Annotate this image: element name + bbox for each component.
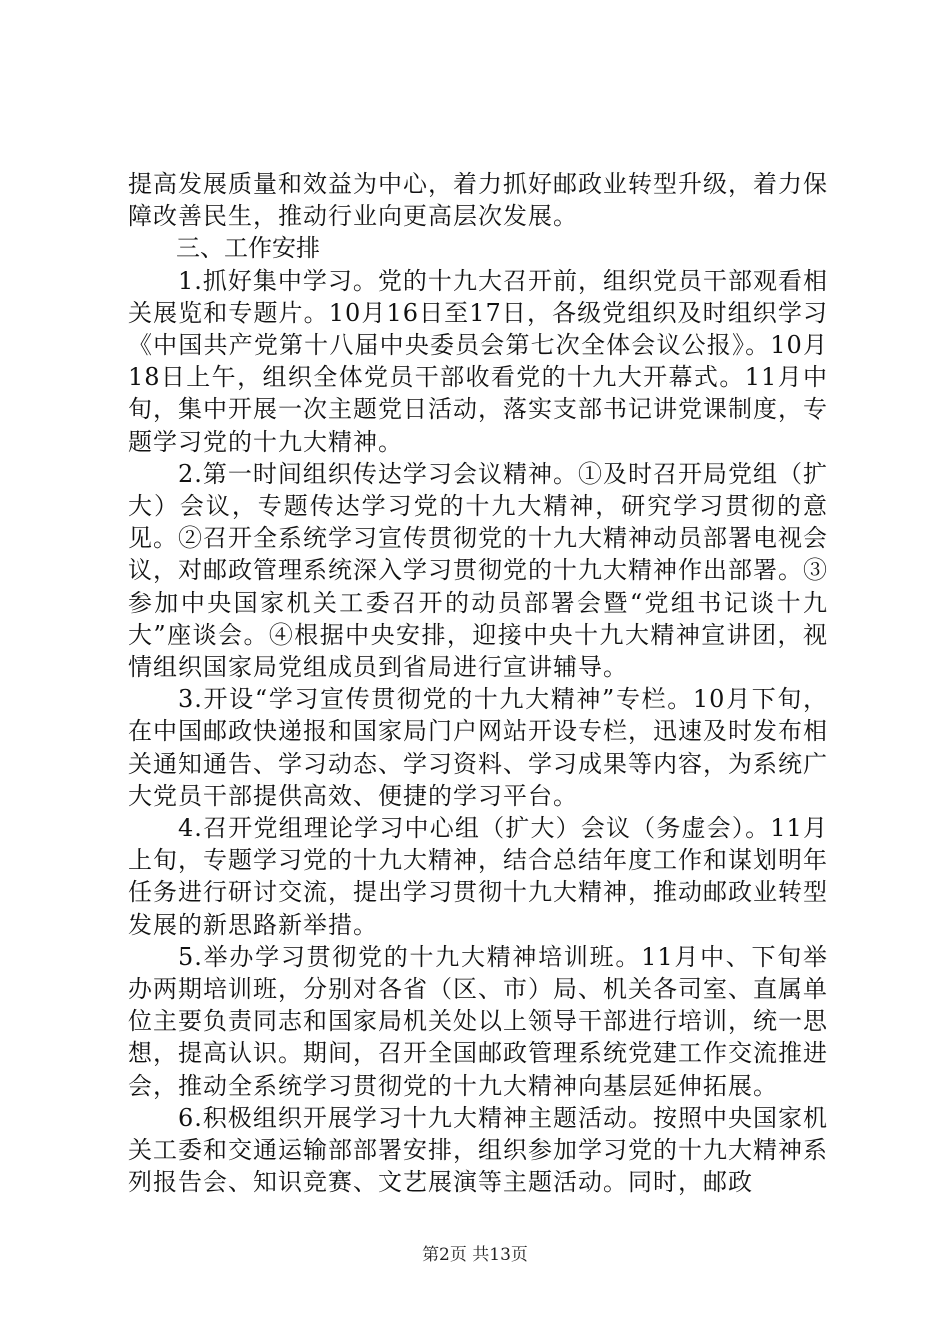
paragraph-item-2: 2.第一时间组织传达学习会议精神。①及时召开局党组（扩大）会议，专题传达学习党的十九大精神，研究学习贯彻的意见。②召开全系统学习宣传贯彻党的十九大精神动员部署电视会议，对邮政管理系统深入学习贯彻党的十九大精神作出部署。③参加中央国家机关工委召开的动员部署会暨“党组书记谈十九大”座谈会。④根据中央安排，迎接中央十九大精神宣讲团，视情组织国家局党组成员到省局进行宣讲辅导。 bbox=[128, 459, 828, 682]
paragraph-item-4: 4.召开党组理论学习中心组（扩大）会议（务虚会）。11月上旬，专题学习党的十九大精神，结合总结年度工作和谋划明年任务进行研讨交流，提出学习贯彻十九大精神，推动邮政业转型发展的新思路新举措。 bbox=[128, 814, 828, 939]
section-heading: 三、工作安排 bbox=[176, 234, 320, 263]
paragraph-item-3: 3.开设“学习宣传贯彻党的十九大精神”专栏。10月下旬，在中国邮政快递报和国家局门户网站开设专栏，迅速及时发布相关通知通告、学习动态、学习资料、学习成果等内容，为系统广大党员干部提供高效、便捷的学习平台。 bbox=[128, 685, 828, 810]
paragraph-item-6: 6.积极组织开展学习十九大精神主题活动。按照中央国家机关工委和交通运输部部署安排，组织参加学习党的十九大精神系列报告会、知识竞赛、文艺展演等主题活动。同时，邮政 bbox=[128, 1103, 828, 1197]
paragraph-intro: 提高发展质量和效益为中心，着力抓好邮政业转型升级，着力保障改善民生，推动行业向更高层次发展。 bbox=[128, 170, 828, 231]
page-footer: 第2页 共13页 bbox=[422, 1245, 528, 1265]
paragraph-item-1: 1.抓好集中学习。党的十九大召开前，组织党员干部观看相关展览和专题片。10月16日至17日，各级党组织及时组织学习《中国共产党第十八届中央委员会第七次全体会议公报》。10月18日上午，组织全体党员干部收看党的十九大开幕式。11月中旬，集中开展一次主题党日活动，落实支部书记讲党课制度，专题学习党的十九大精神。 bbox=[128, 266, 828, 456]
document-body bbox=[128, 168, 828, 1199]
paragraph-item-5: 5.举办学习贯彻党的十九大精神培训班。11月中、下旬举办两期培训班，分别对各省（区、市）局、机关各司室、直属单位主要负责同志和国家局机关处以上领导干部进行培训，统一思想，提高认识。期间，召开全国邮政管理系统党建工作交流推进会，推动全系统学习贯彻党的十九大精神向基层延伸拓展。 bbox=[128, 942, 828, 1100]
